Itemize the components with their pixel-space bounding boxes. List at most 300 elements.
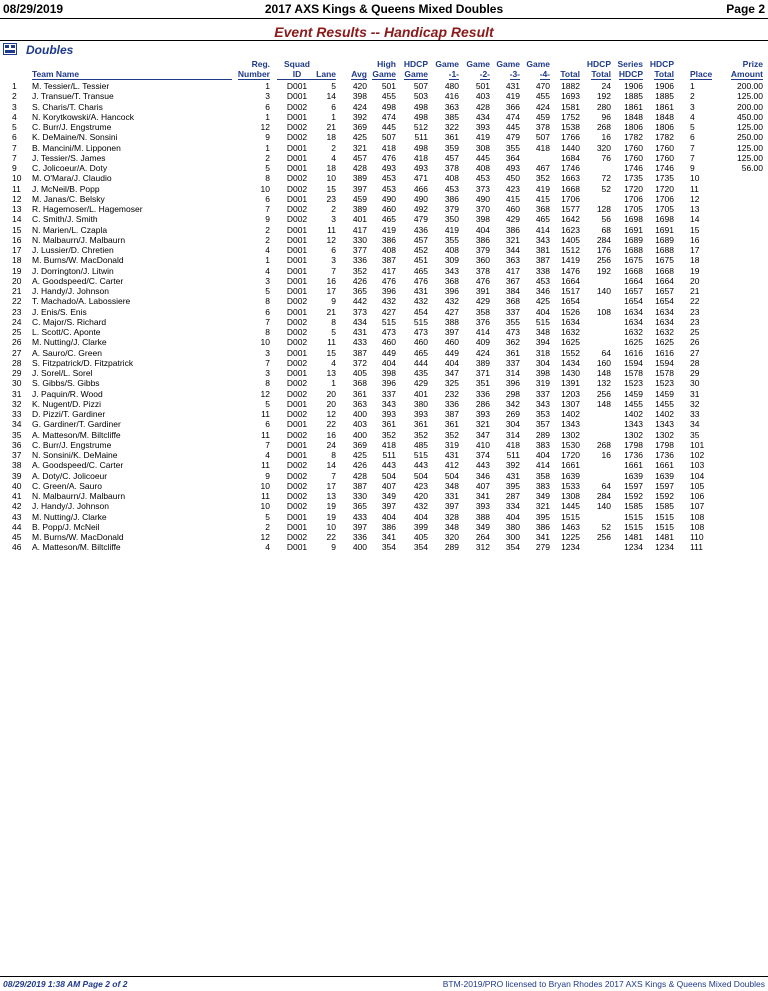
cell-g4: 459 [535,111,550,122]
cell-series-hdcp: 1661 [624,460,643,471]
col-header-squad-line2: ID [277,69,317,80]
cell-place: 21 [690,286,700,296]
cell-team-name: C. Burr/J. Engstrume [32,439,112,450]
cell-hdcp-total2: 1402 [655,409,674,419]
cell-g3: 304 [505,419,520,430]
cell-prize: 450.00 [737,111,763,122]
cell-g2: 370 [475,204,490,214]
cell-hdcp-game: 503 [413,91,428,102]
cell-g3: 269 [505,409,520,419]
cell-total: 1530 [561,439,580,450]
cell-g4: 321 [535,501,550,512]
cell-row-number: 42 [12,501,22,512]
table-row [0,276,768,286]
cell-g2: 393 [475,409,490,419]
cell-row-number: 36 [12,439,22,450]
cell-hdcp-total2: 1455 [655,398,674,409]
cell-hdcp-total: 148 [596,368,611,378]
cell-row-number: 15 [12,224,22,235]
cell-lane: 20 [326,388,336,399]
cell-row-number: 31 [12,388,22,399]
cell-hdcp-total: 192 [596,91,611,102]
cell-high-game: 341 [381,532,396,542]
cell-row-number: 19 [12,265,22,276]
cell-squad: D001 [286,521,308,532]
cell-avg: 428 [352,163,367,173]
cell-high-game: 393 [381,409,396,419]
cell-g3: 419 [505,91,520,102]
cell-hdcp-total: 280 [596,101,611,112]
cell-hdcp-game: 444 [413,357,428,368]
cell-reg: 10 [260,183,270,194]
table-row [0,102,768,112]
cell-row-number: 24 [12,316,22,327]
cell-hdcp-total: 140 [596,501,611,512]
table-row [0,532,768,542]
cell-series-hdcp: 1402 [624,409,643,419]
cell-row-number: 27 [12,347,22,358]
cell-lane: 21 [326,122,336,132]
col-header-hdcp-total2-line1: HDCP [649,59,674,69]
cell-avg: 377 [352,245,367,255]
cell-squad: D002 [286,491,308,501]
cell-high-game: 504 [381,470,396,481]
cell-squad: D001 [286,368,308,378]
cell-avg: 426 [352,460,367,471]
cell-series-hdcp: 1343 [624,419,643,430]
table-row [0,184,768,194]
cell-total: 1661 [561,460,580,471]
cell-g3: 404 [505,511,520,522]
cell-row-number: 20 [12,275,22,286]
cell-lane: 19 [326,511,336,522]
cell-row-number: 18 [12,255,22,266]
cell-hdcp-total: 148 [596,398,611,409]
table-row [0,286,768,296]
cell-squad: D002 [286,132,308,143]
cell-high-game: 498 [381,101,396,112]
cell-g2: 407 [475,480,490,491]
cell-hdcp-total: 284 [596,491,611,501]
cell-total: 1668 [561,183,580,194]
cell-prize: 200.00 [737,101,763,112]
cell-team-name: A. Doty/C. Jolicoeur [32,470,108,481]
col-header-reg-line2: Number [237,69,270,79]
cell-squad: D002 [286,183,308,194]
cell-avg: 457 [352,152,367,163]
cell-g3: 300 [505,532,520,542]
cell-row-number: 37 [12,450,22,460]
cell-g4: 337 [535,388,550,399]
cell-g1: 331 [444,491,459,501]
cell-avg: 369 [352,439,367,450]
cell-g1: 368 [444,275,459,286]
cell-total: 1434 [561,357,580,368]
cell-g3: 450 [505,173,520,184]
table-row [0,450,768,460]
table-row [0,307,768,317]
cell-place: 17 [690,245,700,255]
cell-reg: 11 [261,409,270,419]
cell-lane: 17 [326,480,336,491]
cell-g1: 427 [444,306,459,317]
cell-g2: 321 [475,419,490,430]
cell-g1: 378 [444,163,459,173]
cell-g2: 424 [475,347,490,358]
cell-g4: 343 [535,398,550,409]
cell-place: 16 [690,234,700,245]
cell-reg: 9 [265,470,270,481]
cell-hdcp-total: 52 [601,521,611,532]
cell-high-game: 407 [381,480,396,491]
cell-total: 1639 [561,470,580,481]
cell-team-name: A. Sauro/C. Green [32,347,102,358]
cell-lane: 19 [326,501,336,512]
header-event: 2017 AXS Kings & Queens Mixed Doubles [264,2,504,16]
cell-g3: 298 [505,388,520,399]
cell-hdcp-total2: 1885 [655,91,674,102]
cell-g1: 322 [444,122,459,132]
cell-team-name: A. Goodspeed/C. Carter [32,460,124,471]
cell-g3: 392 [505,460,520,471]
cell-place: 32 [690,398,700,409]
cell-high-game: 432 [381,296,396,307]
cell-g3: 344 [505,245,520,255]
cell-squad: D001 [286,111,308,122]
cell-g1: 328 [444,511,459,522]
cell-total: 1515 [561,511,580,522]
cell-lane: 5 [331,81,336,91]
cell-row-number: 25 [12,327,22,337]
cell-reg: 1 [265,81,270,91]
cell-hdcp-game: 471 [413,173,428,184]
cell-squad: D001 [286,91,308,102]
table-row [0,296,768,306]
cell-g1: 404 [444,357,459,368]
cell-lane: 7 [331,470,336,481]
cell-squad: D001 [286,265,308,276]
cell-g2: 341 [475,491,490,501]
cell-hdcp-game: 435 [413,368,428,378]
cell-reg: 4 [265,265,270,276]
page-header [0,0,768,19]
cell-row-number: 16 [12,234,22,245]
cell-high-game: 386 [381,234,396,245]
cell-g3: 287 [505,491,520,501]
cell-hdcp-game: 354 [413,542,428,553]
cell-place: 104 [690,470,705,481]
cell-lane: 17 [326,286,336,296]
table-row [0,255,768,265]
cell-total: 1445 [561,501,580,512]
cell-g1: 386 [444,193,459,204]
cell-team-name: J. Tessier/S. James [32,152,106,163]
cell-row-number: 21 [12,286,22,296]
cell-g2: 378 [475,265,490,276]
cell-hdcp-total2: 1705 [655,204,674,214]
cell-prize: 200.00 [737,81,763,91]
cell-g4: 398 [535,368,550,378]
cell-total: 1663 [561,173,580,184]
col-header-g2-line2: -2- [479,69,490,79]
cell-avg: 336 [352,532,367,542]
cell-total: 1419 [561,255,580,266]
cell-hdcp-game: 476 [413,275,428,286]
cell-avg: 392 [352,111,367,122]
cell-squad: D002 [286,532,308,542]
cell-hdcp-total2: 1654 [655,296,674,307]
cell-hdcp-game: 466 [413,183,428,194]
cell-high-game: 418 [381,142,396,153]
cell-team-name: J. Handy/J. Johnson [32,286,110,296]
cell-reg: 3 [265,347,270,358]
cell-hdcp-game: 493 [413,163,428,173]
cell-hdcp-game: 465 [413,265,428,276]
cell-lane: 6 [331,101,336,112]
cell-prize: 250.00 [737,132,763,143]
cell-avg: 387 [352,347,367,358]
cell-g2: 443 [475,460,490,471]
cell-team-name: M. Burns/W. MacDonald [32,255,124,266]
cell-series-hdcp: 1594 [624,357,643,368]
cell-g3: 364 [505,152,520,163]
cell-squad: D002 [286,122,308,132]
cell-team-name: J. Lussier/D. Chretien [32,245,114,255]
cell-hdcp-total2: 1657 [655,286,674,296]
cell-hdcp-game: 393 [413,409,428,419]
cell-high-game: 501 [381,81,396,91]
cell-lane: 3 [331,214,336,225]
cell-place: 7 [690,142,695,153]
cell-g3: 396 [505,378,520,389]
cell-series-hdcp: 1515 [624,511,643,522]
cell-g1: 408 [444,173,459,184]
cell-hdcp-total: 72 [601,173,611,184]
cell-high-game: 337 [381,388,396,399]
cell-g4: 341 [535,532,550,542]
cell-team-name: M. Tessier/L. Tessier [32,81,110,91]
cell-hdcp-total2: 1861 [655,101,674,112]
cell-high-game: 343 [381,398,396,409]
cell-squad: D001 [286,347,308,358]
cell-high-game: 398 [381,368,396,378]
cell-reg: 12 [260,388,270,399]
table-row [0,378,768,388]
cell-row-number: 40 [12,480,22,491]
cell-total: 1203 [561,388,580,399]
cell-hdcp-game: 418 [413,152,428,163]
cell-g4: 352 [535,173,550,184]
cell-reg: 2 [265,152,270,163]
cell-reg: 7 [265,439,270,450]
cell-g3: 354 [505,542,520,553]
table-row [0,430,768,440]
cell-g3: 493 [505,163,520,173]
cell-high-game: 419 [381,224,396,235]
cell-g2: 490 [475,193,490,204]
cell-squad: D002 [286,378,308,389]
cell-hdcp-game: 429 [413,378,428,389]
cell-lane: 1 [331,378,336,389]
cell-reg: 4 [265,450,270,460]
cell-reg: 12 [260,122,270,132]
cell-g1: 325 [444,378,459,389]
cell-g4: 349 [535,491,550,501]
cell-squad: D001 [286,542,308,553]
cell-row-number: 39 [12,470,22,481]
table-row [0,214,768,224]
table-row [0,337,768,347]
cell-hdcp-total: 268 [596,439,611,450]
cell-g1: 397 [444,327,459,337]
cell-total: 1623 [561,224,580,235]
cell-g3: 366 [505,101,520,112]
cell-hdcp-game: 473 [413,327,428,337]
cell-series-hdcp: 1760 [624,152,643,163]
cell-hdcp-total2: 1597 [655,480,674,491]
cell-hdcp-total2: 1594 [655,357,674,368]
cell-high-game: 349 [381,491,396,501]
cell-total: 1625 [561,337,580,348]
table-row [0,266,768,276]
cell-hdcp-total2: 1664 [655,275,674,286]
cell-g2: 391 [475,286,490,296]
cell-hdcp-total2: 1459 [655,388,674,399]
cell-hdcp-total2: 1515 [655,521,674,532]
cell-hdcp-total: 76 [601,152,611,163]
cell-g1: 348 [444,480,459,491]
cell-team-name: K. DeMaine/N. Sonsini [32,132,118,143]
cell-hdcp-total2: 1639 [655,470,674,481]
cell-row-number: 5 [12,122,17,132]
cell-row-number: 41 [12,491,22,501]
cell-hdcp-total2: 1632 [655,327,674,337]
cell-series-hdcp: 1691 [624,224,643,235]
cell-g1: 232 [444,388,459,399]
cell-squad: D001 [286,142,308,153]
cell-lane: 2 [331,204,336,214]
col-header-hdcp-game-line2: Game [404,69,428,79]
cell-g3: 423 [505,183,520,194]
cell-high-game: 474 [381,111,396,122]
cell-team-name: S. Gibbs/S. Gibbs [32,378,100,389]
cell-total: 1752 [561,111,580,122]
cell-lane: 4 [331,152,336,163]
cell-reg: 5 [265,286,270,296]
cell-hdcp-game: 399 [413,521,428,532]
cell-hdcp-total2: 1302 [655,429,674,440]
cell-series-hdcp: 1585 [624,501,643,512]
cell-reg: 2 [265,521,270,532]
cell-g2: 453 [475,173,490,184]
cell-g1: 504 [444,470,459,481]
cell-g4: 414 [535,460,550,471]
cell-hdcp-total: 132 [596,378,611,389]
cell-place: 2 [690,91,695,102]
table-row [0,348,768,358]
cell-hdcp-total2: 1798 [655,439,674,450]
table-row [0,204,768,214]
cell-series-hdcp: 1632 [624,327,643,337]
cell-g1: 361 [444,419,459,430]
cell-squad: D001 [286,224,308,235]
cell-avg: 425 [352,450,367,460]
cell-hdcp-game: 404 [413,511,428,522]
cell-place: 108 [690,511,705,522]
cell-g2: 347 [475,429,490,440]
cell-squad: D002 [286,388,308,399]
col-header-g1-line2: -1- [448,69,459,79]
table-row [0,81,768,91]
cell-high-game: 511 [382,450,396,460]
col-header-team-name-line2: Team Name [32,69,232,80]
cell-hdcp-total: 64 [601,347,611,358]
cell-g2: 410 [475,439,490,450]
cell-place: 19 [690,265,700,276]
cell-g4: 348 [535,327,550,337]
cell-lane: 24 [326,439,336,450]
cell-hdcp-total2: 1585 [655,501,674,512]
cell-place: 108 [690,521,705,532]
cell-squad: D001 [286,255,308,266]
title-divider [0,40,768,41]
cell-place: 30 [690,378,700,389]
cell-lane: 16 [326,429,336,440]
cell-row-number: 45 [12,532,22,542]
cell-place: 12 [690,193,700,204]
cell-g4: 455 [535,91,550,102]
cell-g1: 355 [444,234,459,245]
cell-high-game: 417 [381,265,396,276]
cell-row-number: 12 [12,193,22,204]
cell-g3: 314 [505,429,520,440]
cell-high-game: 476 [381,152,396,163]
cell-hdcp-game: 401 [413,388,428,399]
cell-hdcp-total: 64 [601,480,611,491]
cell-lane: 22 [326,532,336,542]
col-header-g3-line1: Game [496,59,520,69]
cell-avg: 352 [352,265,367,276]
cell-high-game: 386 [381,521,396,532]
cell-lane: 21 [326,306,336,317]
cell-lane: 1 [331,111,336,122]
cell-hdcp-game: 515 [413,450,428,460]
cell-g3: 395 [505,480,520,491]
cell-hdcp-total: 176 [596,245,611,255]
cell-hdcp-game: 451 [413,255,428,266]
cell-g4: 515 [535,316,550,327]
cell-high-game: 443 [381,460,396,471]
cell-squad: D001 [286,234,308,245]
cell-avg: 361 [352,388,367,399]
cell-g4: 467 [535,163,550,173]
cell-place: 29 [690,368,700,378]
cell-team-name: J. Dorrington/J. Litwin [32,265,114,276]
cell-reg: 6 [265,101,270,112]
col-header-reg-line1: Reg. [251,59,270,69]
cell-reg: 11 [261,429,270,440]
cell-g2: 393 [475,501,490,512]
cell-g4: 319 [535,378,550,389]
cell-high-game: 397 [381,501,396,512]
cell-hdcp-total2: 1523 [655,378,674,389]
cell-series-hdcp: 1668 [624,265,643,276]
cell-row-number: 33 [12,409,22,419]
cell-g4: 418 [535,142,550,153]
cell-g1: 396 [444,286,459,296]
cell-hdcp-total: 52 [601,183,611,194]
cell-avg: 425 [352,132,367,143]
